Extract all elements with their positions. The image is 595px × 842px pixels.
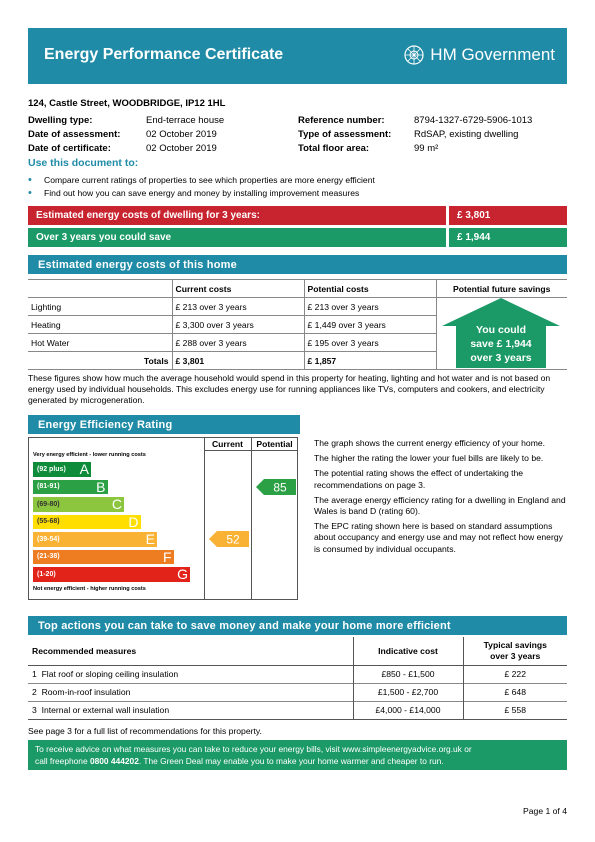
advice-text: . The Green Deal may enable you to make your home warmer and cheaper to run. <box>138 756 444 766</box>
measure-cost: £4,000 - £14,000 <box>353 701 463 719</box>
chart-top-note: Very energy efficient - lower running costs <box>33 452 146 458</box>
savings-arrow-line3: over 3 years <box>470 352 532 364</box>
row-potential: £ 1,449 over 3 years <box>304 316 436 334</box>
detail-value: RdSAP, existing dwelling <box>414 129 519 140</box>
row-potential: £ 213 over 3 years <box>304 298 436 316</box>
measure-cell <box>28 701 353 719</box>
rating-band-e <box>33 532 157 547</box>
costs-note: These figures show how much the average household would spend in this property for heating, lighting and hot water and is not based on energy used by individual households. This excludes energy use for running appliances like TVs, computers and cookers, and electricity generated by microgeneration. <box>28 373 551 406</box>
measure-saving: £ 648 <box>504 687 526 697</box>
efficiency-section-header: Energy Efficiency Rating <box>28 415 300 434</box>
table-header-savings: Potential future savings <box>436 280 567 298</box>
detail-label: Total floor area: <box>298 143 370 154</box>
rating-band-f <box>33 550 174 565</box>
rating-band-a <box>33 462 91 477</box>
rating-value: 85 <box>273 480 287 494</box>
band-range: (55-68) <box>37 518 60 526</box>
use-document-title: Use this document to: <box>28 157 139 169</box>
detail-value: 02 October 2019 <box>146 129 217 140</box>
certificate-header <box>28 28 567 84</box>
band-letter: D <box>128 513 139 530</box>
band-letter: A <box>79 461 89 477</box>
measure-name: Internal or external wall insulation <box>41 705 170 715</box>
table-row <box>28 665 567 683</box>
row-potential: £ 195 over 3 years <box>304 334 436 352</box>
band-letter: B <box>96 478 106 495</box>
see-page-note: See page 3 for a full list of recommendations for this property. <box>28 726 262 736</box>
band-range: (39-54) <box>37 535 60 543</box>
detail-label: Date of certificate: <box>28 143 111 154</box>
savings-value: £ 1,944 <box>457 232 491 243</box>
totals-potential: £ 1,857 <box>304 352 436 370</box>
list-item: • Find out how you can save energy and money by installing improvement measures <box>28 187 375 200</box>
estimated-cost-label: Estimated energy costs of dwelling for 3 years: <box>36 210 260 221</box>
hm-government-logo <box>403 44 555 66</box>
detail-value: End-terrace house <box>146 115 225 126</box>
measure-cell <box>28 683 353 701</box>
advice-text: call freephone <box>35 756 90 766</box>
measure-name: Room-in-roof insulation <box>41 687 131 697</box>
actions-section-header: Top actions you can take to save money and make your home more efficient <box>28 616 567 635</box>
rating-band-c <box>33 497 124 512</box>
row-label: Hot Water <box>28 334 172 352</box>
efficiency-paragraph: The higher the rating the lower your fuel bills are likely to be. <box>314 453 544 464</box>
measure-saving: £ 222 <box>504 669 526 679</box>
costs-section-header: Estimated energy costs of this home <box>28 255 567 274</box>
savings-label: Over 3 years you could save <box>36 232 172 243</box>
current-rating-marker <box>209 531 249 547</box>
chart-divider <box>204 438 205 599</box>
band-letter: E <box>145 531 155 547</box>
detail-label: Date of assessment: <box>28 129 121 140</box>
row-current: £ 3,300 over 3 years <box>172 316 304 334</box>
brand-text: HM Government <box>430 45 555 64</box>
page-number: Page 1 of 4 <box>523 806 567 816</box>
band-letter: C <box>111 496 122 512</box>
band-letter: G <box>177 566 188 582</box>
table-row <box>28 701 567 719</box>
detail-value: 02 October 2019 <box>146 143 217 154</box>
advice-line-1: To receive advice on what measures you can take to reduce your energy bills, visit www.simpleenergyadvice.org.uk or <box>35 744 472 754</box>
table-header-potential: Potential costs <box>304 280 436 298</box>
rating-band-d <box>33 515 141 530</box>
crest-icon <box>403 44 425 66</box>
potential-rating-marker <box>256 479 296 495</box>
row-label: Heating <box>28 316 172 334</box>
totals-current: £ 3,801 <box>172 352 304 370</box>
savings-arrow-line2: save £ 1,944 <box>470 338 532 350</box>
savings-value-box <box>449 228 567 247</box>
measure-number: 1 <box>32 669 37 679</box>
table-header-row <box>28 637 567 665</box>
efficiency-paragraph: The EPC rating shown here is based on standard assumptions about occupancy and energy use and may not reflect how energy is consumed by individual occupants. <box>314 521 563 554</box>
actions-table <box>28 637 567 720</box>
band-range: (69-80) <box>37 500 60 508</box>
potential-column-header: Potential <box>256 439 293 449</box>
estimated-cost-value-box <box>449 206 567 225</box>
advice-banner <box>28 740 567 770</box>
detail-value: 8794-1327-6729-5906-1013 <box>414 115 533 126</box>
measure-cost: £1,500 - £2,700 <box>353 683 463 701</box>
page-title: Energy Performance Certificate <box>44 46 284 63</box>
table-header-blank <box>28 280 172 298</box>
detail-label: Type of assessment: <box>298 129 392 140</box>
efficiency-paragraph: The graph shows the current energy efficiency of your home. <box>314 438 546 448</box>
rating-value: 52 <box>226 532 240 547</box>
totals-label: Totals <box>28 352 172 370</box>
property-address: 124, Castle Street, WOODBRIDGE, IP12 1HL <box>28 98 226 109</box>
rating-band-g <box>33 567 190 582</box>
efficiency-paragraph: The potential rating shows the effect of undertaking the recommendations on page 3. <box>314 468 524 490</box>
efficiency-notes <box>314 438 567 555</box>
chart-bottom-note: Not energy efficient - higher running costs <box>33 586 146 592</box>
savings-bar <box>28 228 446 247</box>
row-current: £ 213 over 3 years <box>172 298 304 316</box>
savings-arrow <box>442 298 560 368</box>
table-row <box>28 683 567 701</box>
freephone-number: 0800 444202 <box>89 756 139 766</box>
efficiency-paragraph: The average energy efficiency rating for a dwelling in England and Wales is band D (rating 60). <box>314 494 566 517</box>
details-left <box>28 114 224 156</box>
current-column-header: Current <box>211 439 244 449</box>
table-header-current: Current costs <box>172 280 304 298</box>
band-letter: F <box>162 548 172 565</box>
measure-saving: £ 558 <box>504 705 526 715</box>
advice-line-2 <box>35 755 560 767</box>
row-current: £ 288 over 3 years <box>172 334 304 352</box>
band-range: (1-20) <box>37 570 56 578</box>
efficiency-chart <box>28 437 298 600</box>
table-header-row <box>28 280 567 298</box>
use-document-list <box>28 174 375 199</box>
cost-header: Indicative cost <box>353 637 463 665</box>
measure-number: 3 <box>32 705 37 715</box>
savings-arrow-line1: You could <box>476 324 526 336</box>
measure-cell <box>28 665 353 683</box>
rating-band-b <box>33 480 108 495</box>
measure-name: Flat roof or sloping ceiling insulation <box>41 669 179 679</box>
chart-divider <box>251 438 252 599</box>
measure-number: 2 <box>32 687 37 697</box>
measures-header: Recommended measures <box>32 645 137 656</box>
savings-header: Typical savings over 3 years <box>483 639 547 661</box>
chart-divider <box>204 450 298 451</box>
band-range: (81-91) <box>37 483 60 491</box>
measure-cost: £850 - £1,500 <box>353 665 463 683</box>
detail-label: Dwelling type: <box>28 115 93 126</box>
detail-label: Reference number: <box>298 115 385 126</box>
band-range: (21-38) <box>37 553 60 561</box>
estimated-cost-bar <box>28 206 446 225</box>
detail-value: 99 m² <box>414 143 439 154</box>
details-right <box>298 114 532 156</box>
estimated-cost-value: £ 3,801 <box>457 210 491 221</box>
row-label: Lighting <box>28 298 172 316</box>
list-item: • Compare current ratings of properties to see which properties are more energy efficient <box>28 174 375 187</box>
band-range: (92 plus) <box>37 465 66 473</box>
